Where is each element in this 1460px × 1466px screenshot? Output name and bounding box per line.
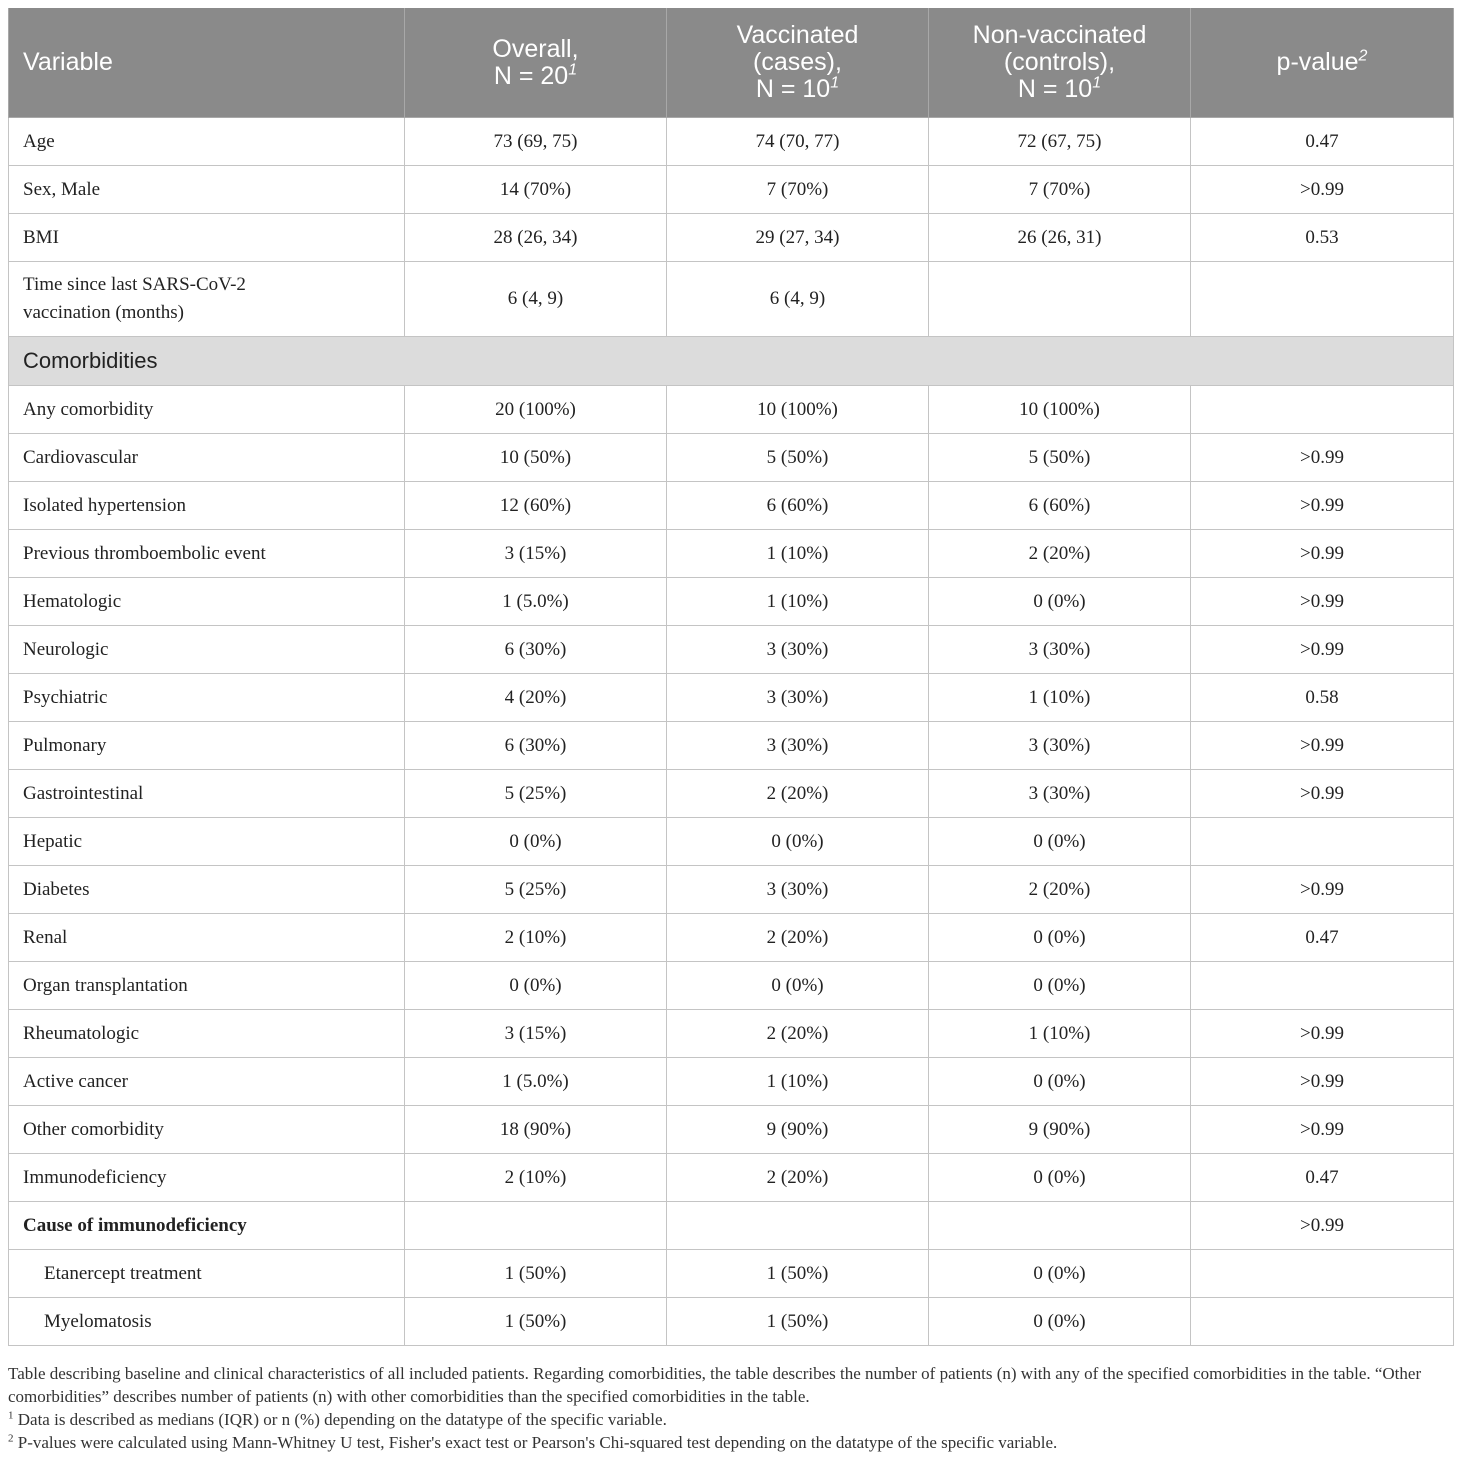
header-vaccinated: Vaccinated (cases), $N = 10^1$ [667, 8, 929, 118]
cell-vaccinated: 9 (90%) [667, 1106, 929, 1154]
row-label: Hematologic [9, 578, 405, 626]
cell-nonvaccinated: 9 (90%) [929, 1106, 1191, 1154]
row-label: Psychiatric [9, 674, 405, 722]
cell-vaccinated: 1 (10%) [667, 530, 929, 578]
row-label: Previous thromboembolic event [9, 530, 405, 578]
baseline-characteristics-table [8, 8, 1454, 1346]
row-label: Gastrointestinal [9, 770, 405, 818]
cell-overall: 3 (15%) [405, 1010, 667, 1058]
row-label: Age [9, 118, 405, 166]
table-row [9, 1250, 1454, 1298]
row-label: Diabetes [9, 866, 405, 914]
cell-pvalue: >0.99 [1191, 434, 1454, 482]
cell-vaccinated: 3 (30%) [667, 866, 929, 914]
cell-pvalue: >0.99 [1191, 1202, 1454, 1250]
cell-pvalue [1191, 386, 1454, 434]
cell-overall: 3 (15%) [405, 530, 667, 578]
cell-nonvaccinated: 0 (0%) [929, 1250, 1191, 1298]
footnote-mark: 1 [1092, 74, 1102, 92]
cell-nonvaccinated: 26 (26, 31) [929, 214, 1191, 262]
cell-overall: 28 (26, 34) [405, 214, 667, 262]
cell-pvalue [1191, 262, 1454, 337]
cell-vaccinated: 3 (30%) [667, 674, 929, 722]
footnote-1: $^1$ Data is described as medians (IQR) or n (%) depending on the datatype of the specific variable. [8, 1409, 667, 1429]
cell-vaccinated: 2 (20%) [667, 914, 929, 962]
cell-vaccinated: 0 (0%) [667, 962, 929, 1010]
table-caption: Table describing baseline and clinical characteristics of all included patients. Regarding comorbidities, the table describes the number of patients (n) with any of the specified comorbidities in the table. “Other comorbidities” describes number of patients (n) with other comorbidities than the specified comorbidities in the table. [8, 1364, 1422, 1406]
cell-pvalue: >0.99 [1191, 166, 1454, 214]
header-nonvaccinated: Non-vaccinated (controls), $N = 10^1$ [929, 8, 1191, 118]
cell-vaccinated: 1 (10%) [667, 1058, 929, 1106]
table-row [9, 1202, 1454, 1250]
cell-nonvaccinated: 3 (30%) [929, 722, 1191, 770]
cell-nonvaccinated: 1 (10%) [929, 674, 1191, 722]
cell-pvalue [1191, 962, 1454, 1010]
cell-overall: 6 (4, 9) [405, 262, 667, 337]
table-row [9, 118, 1454, 166]
table-row [9, 962, 1454, 1010]
cell-pvalue: 0.47 [1191, 914, 1454, 962]
cell-vaccinated: 1 (50%) [667, 1250, 929, 1298]
cell-pvalue: >0.99 [1191, 770, 1454, 818]
cell-overall: 6 (30%) [405, 626, 667, 674]
table-row [9, 482, 1454, 530]
cell-vaccinated: 6 (60%) [667, 482, 929, 530]
cell-vaccinated: 0 (0%) [667, 818, 929, 866]
cell-nonvaccinated: 0 (0%) [929, 1058, 1191, 1106]
table-row [9, 1106, 1454, 1154]
cell-vaccinated: 2 (20%) [667, 1010, 929, 1058]
cell-overall: 14 (70%) [405, 166, 667, 214]
cell-overall: 2 (10%) [405, 1154, 667, 1202]
cell-overall: 73 (69, 75) [405, 118, 667, 166]
row-label: Etanercept treatment [9, 1250, 405, 1298]
cell-nonvaccinated: 7 (70%) [929, 166, 1191, 214]
cell-overall: 1 (50%) [405, 1250, 667, 1298]
cell-nonvaccinated: 2 (20%) [929, 530, 1191, 578]
cell-nonvaccinated: 3 (30%) [929, 770, 1191, 818]
cell-vaccinated: 29 (27, 34) [667, 214, 929, 262]
table-row [9, 434, 1454, 482]
cell-vaccinated: 1 (50%) [667, 1298, 929, 1346]
table-row [9, 262, 1454, 337]
table-row [9, 1058, 1454, 1106]
cell-pvalue [1191, 818, 1454, 866]
cell-overall: 2 (10%) [405, 914, 667, 962]
row-label: Active cancer [9, 1058, 405, 1106]
cell-pvalue: >0.99 [1191, 626, 1454, 674]
cell-nonvaccinated: 10 (100%) [929, 386, 1191, 434]
cell-overall: 1 (5.0%) [405, 578, 667, 626]
footnote-mark: 2 [1358, 47, 1368, 65]
row-label: Time since last SARS-CoV-2 vaccination (months) [9, 262, 405, 337]
cell-pvalue: >0.99 [1191, 482, 1454, 530]
cell-pvalue [1191, 1298, 1454, 1346]
footnote-mark: 1 [568, 61, 578, 79]
row-label: Organ transplantation [9, 962, 405, 1010]
row-label: Myelomatosis [9, 1298, 405, 1346]
cell-nonvaccinated: 0 (0%) [929, 1154, 1191, 1202]
cell-nonvaccinated: 0 (0%) [929, 962, 1191, 1010]
header-variable: Variable [9, 8, 405, 118]
cell-vaccinated: 2 (20%) [667, 770, 929, 818]
row-label: Cause of immunodeficiency [9, 1202, 405, 1250]
cell-pvalue: >0.99 [1191, 1058, 1454, 1106]
table-row [9, 1154, 1454, 1202]
table-row [9, 818, 1454, 866]
table-row [9, 578, 1454, 626]
cell-nonvaccinated [929, 262, 1191, 337]
cell-vaccinated: 2 (20%) [667, 1154, 929, 1202]
row-label: BMI [9, 214, 405, 262]
table-row [9, 166, 1454, 214]
cell-vaccinated: 1 (10%) [667, 578, 929, 626]
cell-nonvaccinated: 3 (30%) [929, 626, 1191, 674]
cell-nonvaccinated: 5 (50%) [929, 434, 1191, 482]
cell-overall: 1 (5.0%) [405, 1058, 667, 1106]
cell-vaccinated [667, 1202, 929, 1250]
cell-overall: 1 (50%) [405, 1298, 667, 1346]
cell-pvalue: >0.99 [1191, 866, 1454, 914]
cell-nonvaccinated: 0 (0%) [929, 818, 1191, 866]
row-label: Cardiovascular [9, 434, 405, 482]
cell-pvalue: 0.58 [1191, 674, 1454, 722]
header-overall: Overall, $N = 20^1$ [405, 8, 667, 118]
cell-pvalue: >0.99 [1191, 578, 1454, 626]
cell-nonvaccinated: 1 (10%) [929, 1010, 1191, 1058]
cell-vaccinated: 3 (30%) [667, 722, 929, 770]
cell-vaccinated: 10 (100%) [667, 386, 929, 434]
row-label: Neurologic [9, 626, 405, 674]
cell-vaccinated: 5 (50%) [667, 434, 929, 482]
cell-pvalue: >0.99 [1191, 530, 1454, 578]
cell-pvalue: >0.99 [1191, 722, 1454, 770]
cell-nonvaccinated: 0 (0%) [929, 914, 1191, 962]
cell-overall: 5 (25%) [405, 770, 667, 818]
table-row [9, 626, 1454, 674]
cell-pvalue: >0.99 [1191, 1106, 1454, 1154]
header-pvalue: p-value$^2$ [1191, 8, 1454, 118]
table-row [9, 214, 1454, 262]
row-label: Isolated hypertension [9, 482, 405, 530]
cell-overall: 18 (90%) [405, 1106, 667, 1154]
cell-pvalue [1191, 1250, 1454, 1298]
row-label: Rheumatologic [9, 1010, 405, 1058]
cell-nonvaccinated: 72 (67, 75) [929, 118, 1191, 166]
cell-overall: 5 (25%) [405, 866, 667, 914]
table-row [9, 722, 1454, 770]
cell-overall: 20 (100%) [405, 386, 667, 434]
cell-vaccinated: 7 (70%) [667, 166, 929, 214]
row-label: Renal [9, 914, 405, 962]
table-row [9, 674, 1454, 722]
cell-nonvaccinated: 0 (0%) [929, 578, 1191, 626]
row-label: Immunodeficiency [9, 1154, 405, 1202]
table-row [9, 1010, 1454, 1058]
table-row [9, 914, 1454, 962]
cell-overall: 6 (30%) [405, 722, 667, 770]
table-footnotes [8, 1362, 1456, 1454]
table-header-row [9, 8, 1454, 118]
table-row [9, 386, 1454, 434]
table-row [9, 530, 1454, 578]
row-label: Any comorbidity [9, 386, 405, 434]
footnote-2: $^2$ P-values were calculated using Mann-Whitney U test, Fisher's exact test or Pearson's Chi-squared test depending on the datatype of the specific variable. [8, 1432, 1058, 1452]
row-label: Pulmonary [9, 722, 405, 770]
cell-pvalue: 0.47 [1191, 118, 1454, 166]
cell-overall: 4 (20%) [405, 674, 667, 722]
row-label: Sex, Male [9, 166, 405, 214]
cell-overall: 10 (50%) [405, 434, 667, 482]
cell-vaccinated: 6 (4, 9) [667, 262, 929, 337]
cell-pvalue: 0.53 [1191, 214, 1454, 262]
cell-overall [405, 1202, 667, 1250]
table-row [9, 770, 1454, 818]
row-label: Other comorbidity [9, 1106, 405, 1154]
cell-overall: 0 (0%) [405, 818, 667, 866]
table-row [9, 866, 1454, 914]
table-row [9, 1298, 1454, 1346]
cell-nonvaccinated: 2 (20%) [929, 866, 1191, 914]
cell-overall: 12 (60%) [405, 482, 667, 530]
section-title: Comorbidities [9, 337, 1454, 386]
footnote-mark: 1 [830, 74, 840, 92]
table-container [8, 8, 1453, 1346]
cell-vaccinated: 74 (70, 77) [667, 118, 929, 166]
section-header-row [9, 337, 1454, 386]
cell-nonvaccinated [929, 1202, 1191, 1250]
row-label: Hepatic [9, 818, 405, 866]
cell-vaccinated: 3 (30%) [667, 626, 929, 674]
cell-nonvaccinated: 0 (0%) [929, 1298, 1191, 1346]
cell-overall: 0 (0%) [405, 962, 667, 1010]
cell-pvalue: >0.99 [1191, 1010, 1454, 1058]
cell-pvalue: 0.47 [1191, 1154, 1454, 1202]
cell-nonvaccinated: 6 (60%) [929, 482, 1191, 530]
